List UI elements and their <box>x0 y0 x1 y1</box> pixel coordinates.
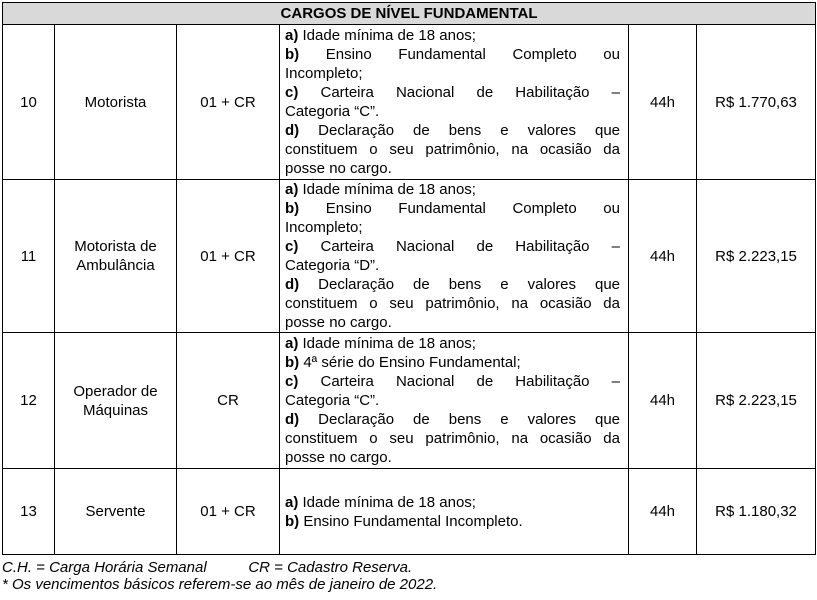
requirement-line <box>285 391 620 410</box>
footnote-date: * Os vencimentos básicos referem-se ao mês de janeiro de 2022. <box>2 576 438 593</box>
cell-number: 12 <box>3 333 55 469</box>
requirement-marker: c) <box>285 84 299 101</box>
requirement-marker: a) <box>285 335 299 352</box>
requirement-marker: a) <box>285 181 299 198</box>
requirement-text: Declaração de bens e valores que <box>299 122 620 139</box>
requirement-text: posse no cargo. <box>285 449 392 466</box>
cell-carga-horaria: 44h <box>629 333 697 469</box>
requirement-line <box>285 334 620 353</box>
requirement-line <box>285 493 620 512</box>
requirement-line <box>285 429 620 448</box>
requirement-text: Incompleto; <box>285 65 363 82</box>
requirement-line <box>285 313 620 332</box>
requirement-line <box>285 64 620 83</box>
requirement-text: Categoria “D”. <box>285 257 380 274</box>
requirement-text: posse no cargo. <box>285 160 392 177</box>
cargos-table <box>2 2 816 555</box>
requirement-text: posse no cargo. <box>285 314 392 331</box>
cell-number: 10 <box>3 25 55 180</box>
requirement-text: Idade mínima de 18 anos; <box>298 493 476 511</box>
cell-requisitos <box>280 333 629 469</box>
cell-requisitos <box>280 469 629 555</box>
requirement-marker: d) <box>285 411 300 428</box>
requirement-marker: d) <box>285 276 300 293</box>
cell-vagas: 01 + CR <box>177 469 280 555</box>
requirement-line <box>285 140 620 159</box>
table-row <box>3 333 816 469</box>
requirement-line <box>285 199 620 218</box>
cell-vagas: 01 + CR <box>177 180 280 333</box>
cargo-line: Motorista de <box>74 238 157 255</box>
requirement-text: constituem o seu patrimônio, na ocasião da <box>285 430 620 447</box>
requirement-line <box>285 218 620 237</box>
requirement-text: 4ª série do Ensino Fundamental; <box>299 354 521 371</box>
requirement-text: Carteira Nacional de Habilitação – <box>298 84 620 101</box>
requirement-line <box>285 45 620 64</box>
requirement-line <box>285 102 620 121</box>
requirement-line <box>285 448 620 467</box>
requirement-text: Categoria “C”. <box>285 103 380 120</box>
cell-cargo <box>55 469 177 555</box>
requirement-marker: a) <box>285 27 299 44</box>
requirement-text: Ensino Fundamental Completo ou <box>299 46 620 63</box>
requirement-text: Ensino Fundamental Completo ou <box>299 200 620 217</box>
requirement-text: constituem o seu patrimônio, na ocasião da <box>285 295 620 312</box>
requirement-line <box>285 121 620 140</box>
cell-requisitos <box>280 180 629 333</box>
requirement-text: Incompleto; <box>285 219 363 236</box>
requirement-text: Ensino Fundamental Incompleto. <box>299 512 523 530</box>
cell-cargo <box>55 180 177 333</box>
requirement-text: Categoria “C”. <box>285 392 380 409</box>
requirement-text: Declaração de bens e valores que <box>299 276 620 293</box>
requirement-text: constituem o seu patrimônio, na ocasião da <box>285 141 620 158</box>
requirement-marker: b) <box>285 354 300 371</box>
cargo-line: Máquinas <box>82 401 149 419</box>
requirement-line <box>285 372 620 391</box>
cell-cargo <box>55 333 177 469</box>
cell-vencimento: R$ 2.223,15 <box>697 180 816 333</box>
cell-carga-horaria: 44h <box>629 469 697 555</box>
requirement-marker: c) <box>285 373 299 390</box>
requirement-marker: a) <box>285 493 299 511</box>
requirement-text: Carteira Nacional de Habilitação – <box>298 238 620 255</box>
table-title: CARGOS DE NÍVEL FUNDAMENTAL <box>3 3 816 25</box>
cargo-line: Motorista <box>84 93 147 111</box>
footnote-legend: C.H. = Carga Horária Semanal CR = Cadastro Reserva. <box>2 559 413 576</box>
requirement-text: Carteira Nacional de Habilitação – <box>298 373 620 390</box>
cell-cargo <box>55 25 177 180</box>
requirement-line <box>285 159 620 178</box>
cell-vencimento: R$ 2.223,15 <box>697 333 816 469</box>
requirement-marker: c) <box>285 238 299 255</box>
cell-vagas: 01 + CR <box>177 25 280 180</box>
requirement-line <box>285 256 620 275</box>
requirement-line <box>285 26 620 45</box>
requirement-marker: b) <box>285 200 300 217</box>
table-row <box>3 469 816 555</box>
requirement-marker: d) <box>285 122 300 139</box>
cargo-line: Servente <box>85 503 146 520</box>
requirement-text: Idade mínima de 18 anos; <box>298 335 476 352</box>
cell-number: 13 <box>3 469 55 555</box>
requirement-text: Declaração de bens e valores que <box>299 411 620 428</box>
requirement-line <box>285 180 620 199</box>
requirement-line <box>285 237 620 256</box>
requirement-text: Idade mínima de 18 anos; <box>298 27 476 44</box>
requirement-marker: b) <box>285 512 300 530</box>
requirement-line <box>285 410 620 429</box>
table-row <box>3 25 816 180</box>
requirement-marker: b) <box>285 46 300 63</box>
cell-requisitos <box>280 25 629 180</box>
requirement-line <box>285 275 620 294</box>
requirement-line <box>285 83 620 102</box>
cell-carga-horaria: 44h <box>629 25 697 180</box>
table-row <box>3 180 816 333</box>
cargo-line: Ambulância <box>76 257 155 274</box>
requirement-text: Idade mínima de 18 anos; <box>298 181 476 198</box>
cell-vencimento: R$ 1.180,32 <box>697 469 816 555</box>
requirement-line <box>285 353 620 372</box>
requirement-line <box>285 512 620 531</box>
cell-vagas: CR <box>177 333 280 469</box>
cargo-line: Operador de <box>73 382 158 400</box>
cell-number: 11 <box>3 180 55 333</box>
cell-vencimento: R$ 1.770,63 <box>697 25 816 180</box>
requirement-line <box>285 294 620 313</box>
cell-carga-horaria: 44h <box>629 180 697 333</box>
